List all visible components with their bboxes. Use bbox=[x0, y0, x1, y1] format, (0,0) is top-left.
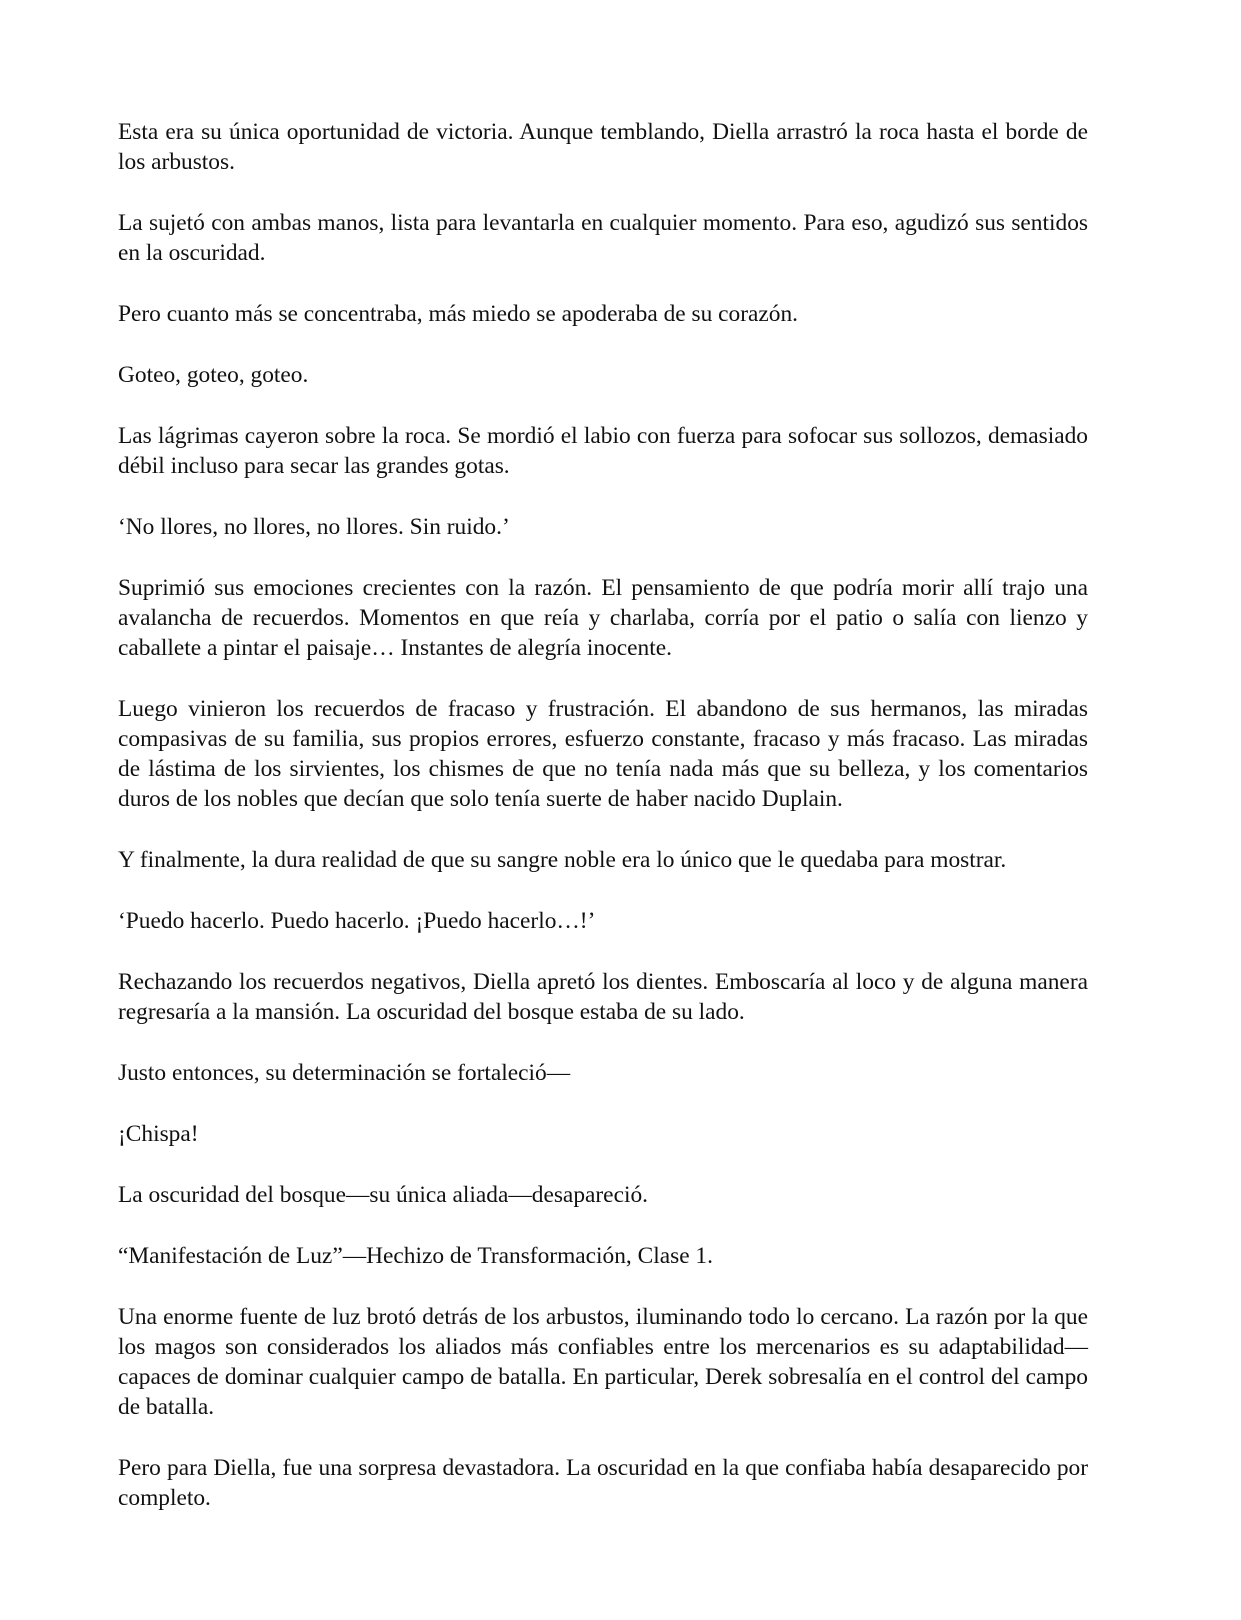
paragraph-16: Una enorme fuente de luz brotó detrás de los arbustos, iluminando todo lo cercano. La razón por la que los magos son considerados los aliados más confiables entre los mercenarios es su adaptabilidad—capaces de dominar cualquier campo de batalla. En particular, Derek sobresalía en el control del campo de batalla. bbox=[118, 1304, 1088, 1420]
paragraph-2: La sujetó con ambas manos, lista para levantarla en cualquier momento. Para eso, agudizó sus sentidos en la oscuridad. bbox=[118, 210, 1088, 266]
paragraph-4: Goteo, goteo, goteo. bbox=[118, 362, 309, 388]
paragraph-3: Pero cuanto más se concentraba, más miedo se apoderaba de su corazón. bbox=[118, 301, 799, 327]
paragraph-7: Suprimió sus emociones crecientes con la razón. El pensamiento de que podría morir allí trajo una avalancha de recuerdos. Momentos en que reía y charlaba, corría por el patio o salía con lienzo y caballete a pintar el paisaje… Instantes de alegría inocente. bbox=[118, 575, 1088, 661]
paragraph-11: Rechazando los recuerdos negativos, Diella apretó los dientes. Emboscaría al loco y de alguna manera regresaría a la mansión. La oscuridad del bosque estaba de su lado. bbox=[118, 969, 1088, 1025]
paragraph-8: Luego vinieron los recuerdos de fracaso y frustración. El abandono de sus hermanos, las miradas compasivas de su familia, sus propios errores, esfuerzo constante, fracaso y más fracaso. Las miradas de lástima de los sirvientes, los chismes de que no tenía nada más que su belleza, y los comentarios duros de los nobles que decían que solo tenía suerte de haber nacido Duplain. bbox=[118, 696, 1088, 812]
paragraph-9: Y finalmente, la dura realidad de que su sangre noble era lo único que le quedaba para mostrar. bbox=[118, 847, 1007, 873]
paragraph-10: ‘Puedo hacerlo. Puedo hacerlo. ¡Puedo hacerlo…!’ bbox=[118, 908, 596, 934]
paragraph-12: Justo entonces, su determinación se fortaleció— bbox=[118, 1060, 571, 1086]
paragraph-14: La oscuridad del bosque—su única aliada—desapareció. bbox=[118, 1182, 648, 1208]
document-page bbox=[118, 117, 1088, 1544]
paragraph-17: Pero para Diella, fue una sorpresa devastadora. La oscuridad en la que confiaba había desaparecido por completo. bbox=[118, 1455, 1088, 1511]
paragraph-6: ‘No llores, no llores, no llores. Sin ruido.’ bbox=[118, 514, 510, 540]
paragraph-1: Esta era su única oportunidad de victoria. Aunque temblando, Diella arrastró la roca hasta el borde de los arbustos. bbox=[118, 119, 1088, 175]
paragraph-13: ¡Chispa! bbox=[118, 1121, 199, 1147]
paragraph-15: “Manifestación de Luz”—Hechizo de Transformación, Clase 1. bbox=[118, 1243, 713, 1269]
paragraph-5: Las lágrimas cayeron sobre la roca. Se mordió el labio con fuerza para sofocar sus sollozos, demasiado débil incluso para secar las grandes gotas. bbox=[118, 423, 1088, 479]
